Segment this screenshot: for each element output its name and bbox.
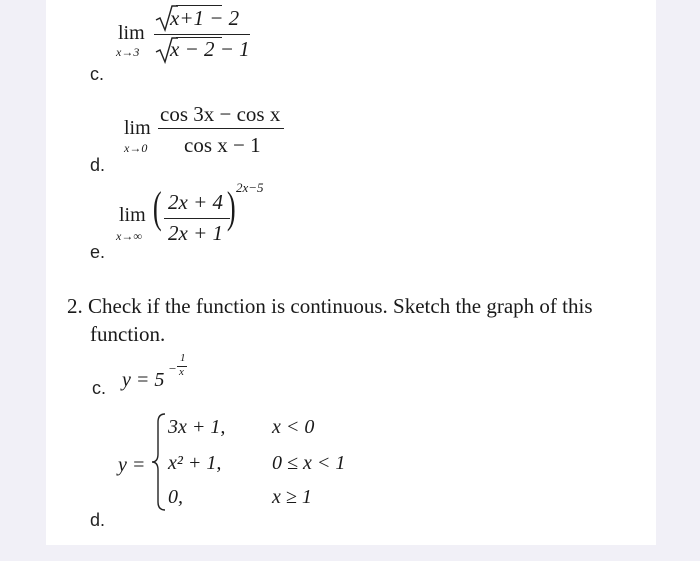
- exponent: 2x−5: [236, 180, 264, 195]
- exponent-sign: −: [168, 361, 177, 376]
- lim-operator: lim: [124, 117, 151, 139]
- function-lhs: y = 5: [122, 369, 165, 391]
- case-cond-1: x < 0: [272, 416, 315, 438]
- item-label-d: d.: [90, 155, 106, 175]
- problem-2-text-line1: 2. Check if the function is continuous. Sketch the graph of this: [67, 294, 593, 318]
- right-paren: ): [226, 183, 236, 232]
- lim-operator: lim: [118, 22, 145, 44]
- case-cond-2: 0 ≤ x < 1: [272, 452, 346, 474]
- case-expr-1: 3x + 1,: [168, 416, 226, 438]
- denominator: cos x − 1: [184, 133, 261, 157]
- lim-subscript: x→∞: [116, 229, 142, 243]
- fraction-bar: [164, 218, 230, 219]
- item-label-c: c.: [90, 64, 105, 84]
- case-expr-3: 0,: [168, 486, 183, 508]
- denominator: 2x + 1: [168, 221, 223, 245]
- fraction-bar: [158, 128, 284, 129]
- lim-subscript: x→3: [116, 45, 140, 59]
- case-cond-3: x ≥ 1: [272, 486, 312, 508]
- numerator: 2x + 4: [168, 190, 223, 214]
- exponent-denominator: x: [179, 366, 184, 378]
- denominator: x − 2 − 1: [170, 37, 250, 61]
- problem-2-text-line2: function.: [90, 322, 166, 346]
- item-label-c: c.: [92, 378, 107, 398]
- left-paren: (: [152, 183, 162, 232]
- item-label-e: e.: [90, 242, 106, 262]
- numerator: cos 3x − cos x: [160, 102, 281, 126]
- item-label-d: d.: [90, 510, 106, 530]
- numerator: x+1 − 2: [170, 6, 240, 30]
- case-expr-2: x² + 1,: [168, 452, 222, 474]
- function-lhs: y =: [118, 454, 146, 476]
- lim-subscript: x→0: [124, 141, 148, 155]
- left-brace-icon: [150, 412, 168, 512]
- lim-operator: lim: [119, 204, 146, 226]
- exponent-numerator: 1: [180, 352, 186, 364]
